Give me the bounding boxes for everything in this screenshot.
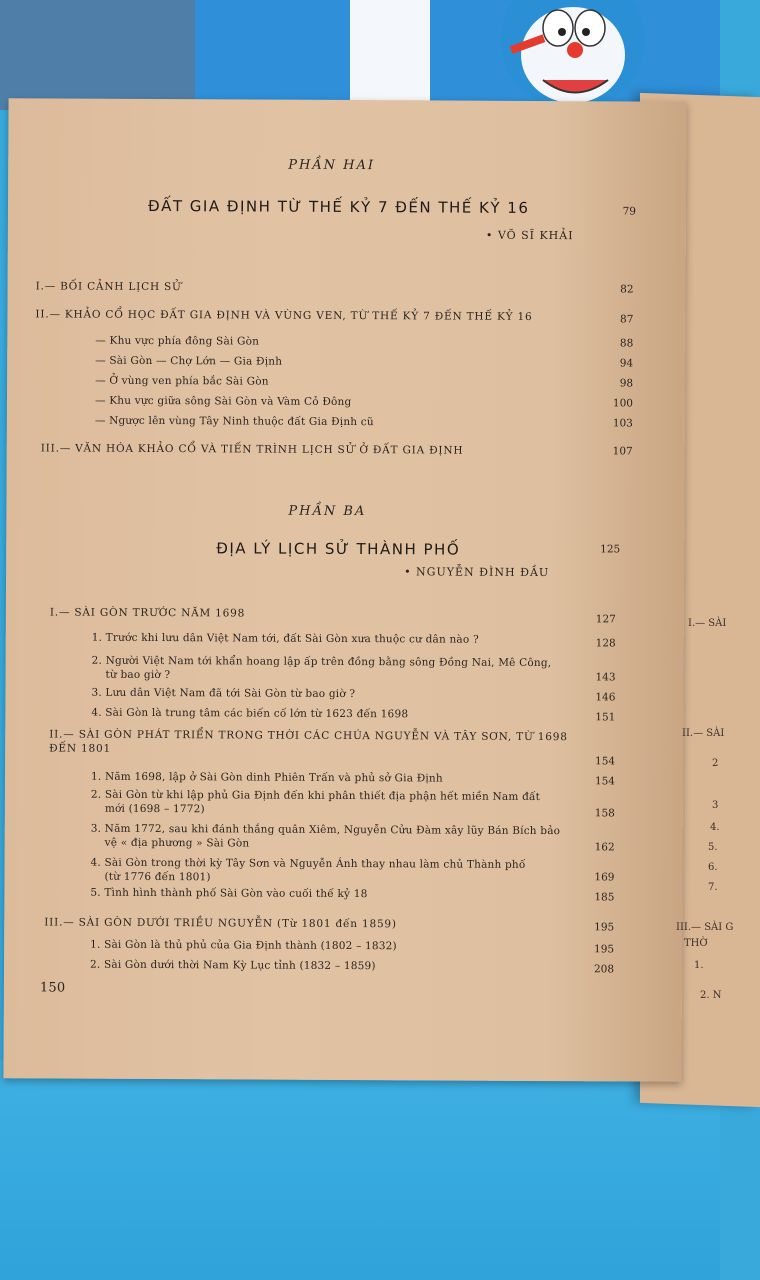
part-two-title-page: 79 <box>622 205 637 218</box>
toc-page: 94 <box>619 357 634 370</box>
toc-page: 143 <box>595 671 616 684</box>
toc-entry: 3. Lưu dân Việt Nam đã tới Sài Gòn từ bao giờ ? <box>91 686 356 701</box>
toc-entry: 2. Sài Gòn từ khi lập phủ Gia Định đến khi phân thiết địa phận hết miền Nam đất <box>90 788 541 804</box>
toc-page: 162 <box>594 841 615 854</box>
toc-entry: III.— VĂN HÓA KHẢO CỔ VÀ TIẾN TRÌNH LỊCH SỬ Ở ĐẤT GIA ĐỊNH <box>40 442 464 457</box>
toc-page: 208 <box>593 963 615 976</box>
part-two-author: • VÕ SĨ KHẢI <box>485 228 574 243</box>
toc-entry: 4. Sài Gòn là trung tâm các biến cố lớn từ 1623 đến 1698 <box>91 706 409 721</box>
toc-page: 103 <box>612 417 633 430</box>
toc-entry: — Khu vực phía đông Sài Gòn <box>95 334 260 348</box>
right-page-text: I.— SÀI <box>688 618 727 629</box>
right-page-text: 5. <box>708 842 718 853</box>
toc-page: 128 <box>595 637 616 650</box>
right-page-text: 2. N <box>700 990 722 1001</box>
toc-page: 87 <box>620 313 634 326</box>
toc-entry: II.— SÀI GÒN PHÁT TRIỂN TRONG THỜI CÁC CHÚA NGUYỄN VÀ TÂY SƠN, TỪ 1698 <box>49 728 568 744</box>
toc-entry-cont: vệ « địa phương » Sài Gòn <box>104 836 250 850</box>
right-page-text: 7. <box>708 882 718 893</box>
toc-entry-cont: (từ 1776 đến 1801) <box>104 870 211 884</box>
toc-page: 154 <box>595 755 616 768</box>
toc-entry: 3. Năm 1772, sau khi đánh thắng quân Xiêm, Nguyễn Cửu Đàm xây lũy Bán Bích bảo <box>90 822 561 838</box>
part-three-author: • NGUYỄN ĐÌNH ĐẦU <box>404 565 550 580</box>
toc-entry-cont: mới (1698 – 1772) <box>104 802 205 816</box>
toc-page: 98 <box>619 377 634 390</box>
toc-page: 195 <box>594 921 615 934</box>
toc-page: 88 <box>619 337 634 350</box>
toc-page: 158 <box>594 807 615 820</box>
toc-entry: 5. Tình hình thành phố Sài Gòn vào cuối thế kỷ 18 <box>90 886 368 901</box>
right-page-text: 3 <box>712 800 719 811</box>
table-surface <box>0 1060 720 1280</box>
toc-entry: I.— SÀI GÒN TRƯỚC NĂM 1698 <box>49 606 246 620</box>
doraemon-toy-icon <box>498 0 648 108</box>
right-page-text: 1. <box>694 960 704 971</box>
toc-entry: 2. Người Việt Nam tới khẩn hoang lập ấp trên đồng bằng sông Đồng Nai, Mê Công, <box>91 654 552 670</box>
toc-page: 151 <box>595 711 616 724</box>
toc-page: 195 <box>594 943 615 956</box>
right-page-text: III.— SÀI G <box>676 922 734 933</box>
toc-page: 107 <box>612 445 633 458</box>
toc-entry: 4. Sài Gòn trong thời kỳ Tây Sơn và Nguyễn Ánh thay nhau làm chủ Thành phố <box>90 856 526 871</box>
background-panel <box>350 0 430 105</box>
part-two-label: PHẦN HAI <box>288 157 376 174</box>
toc-entry: — Khu vực giữa sông Sài Gòn và Vàm Cỏ Đông <box>94 394 352 409</box>
toc-entry: 2. Sài Gòn dưới thời Nam Kỳ Lục tỉnh (1832 – 1859) <box>90 958 376 973</box>
right-page-text: 6. <box>708 862 718 873</box>
toc-entry-cont: ĐẾN 1801 <box>49 742 111 755</box>
toc-entry: II.— KHẢO CỔ HỌC ĐẤT GIA ĐỊNH VÀ VÙNG VEN, TỪ THẾ KỶ 7 ĐẾN THẾ KỶ 16 <box>35 308 533 323</box>
toc-entry: — Ở vùng ven phía bắc Sài Gòn <box>95 374 269 388</box>
background-shadow <box>0 0 195 110</box>
right-page-text: 4. <box>710 822 720 833</box>
toc-entry: III.— SÀI GÒN DƯỚI TRIỀU NGUYỄN (Từ 1801 đến 1859) <box>44 916 397 931</box>
toc-entry: 1. Trước khi lưu dân Việt Nam tới, đất Sài Gòn xưa thuộc cư dân nào ? <box>91 631 479 646</box>
toc-page: 100 <box>612 397 634 410</box>
toc-entry: — Sài Gòn — Chợ Lớn — Gia Định <box>95 354 283 368</box>
right-page-text: 2 <box>712 758 719 769</box>
toc-entry: I.— BỐI CẢNH LỊCH SỬ <box>35 280 182 294</box>
part-two-title: ĐẤT GIA ĐỊNH TỪ THẾ KỶ 7 ĐẾN THẾ KỶ 16 <box>147 196 530 217</box>
page-number: 150 <box>39 980 66 996</box>
toc-page: 82 <box>620 283 634 296</box>
toc-entry: — Ngược lên vùng Tây Ninh thuộc đất Gia Định cũ <box>94 414 374 429</box>
toc-page: 185 <box>594 891 615 904</box>
book-page <box>3 98 686 1082</box>
part-three-title-page: 125 <box>600 543 621 556</box>
toc-page: 154 <box>594 775 616 788</box>
part-three-title: ĐỊA LÝ LỊCH SỬ THÀNH PHỐ <box>216 539 461 559</box>
toc-entry-cont: từ bao giờ ? <box>105 668 171 682</box>
part-three-label: PHẦN BA <box>288 503 367 520</box>
toc-entry: 1. Sài Gòn là thủ phủ của Gia Định thành (1802 – 1832) <box>90 938 397 953</box>
toc-page: 169 <box>594 871 615 884</box>
toc-page: 127 <box>595 613 616 626</box>
right-page-text: II.— SÀI <box>682 728 725 739</box>
toc-entry: 1. Năm 1698, lập ở Sài Gòn dinh Phiên Trấn và phủ sở Gia Định <box>90 770 443 785</box>
right-page-text: THỜ <box>684 938 708 949</box>
toc-page: 146 <box>595 691 616 704</box>
